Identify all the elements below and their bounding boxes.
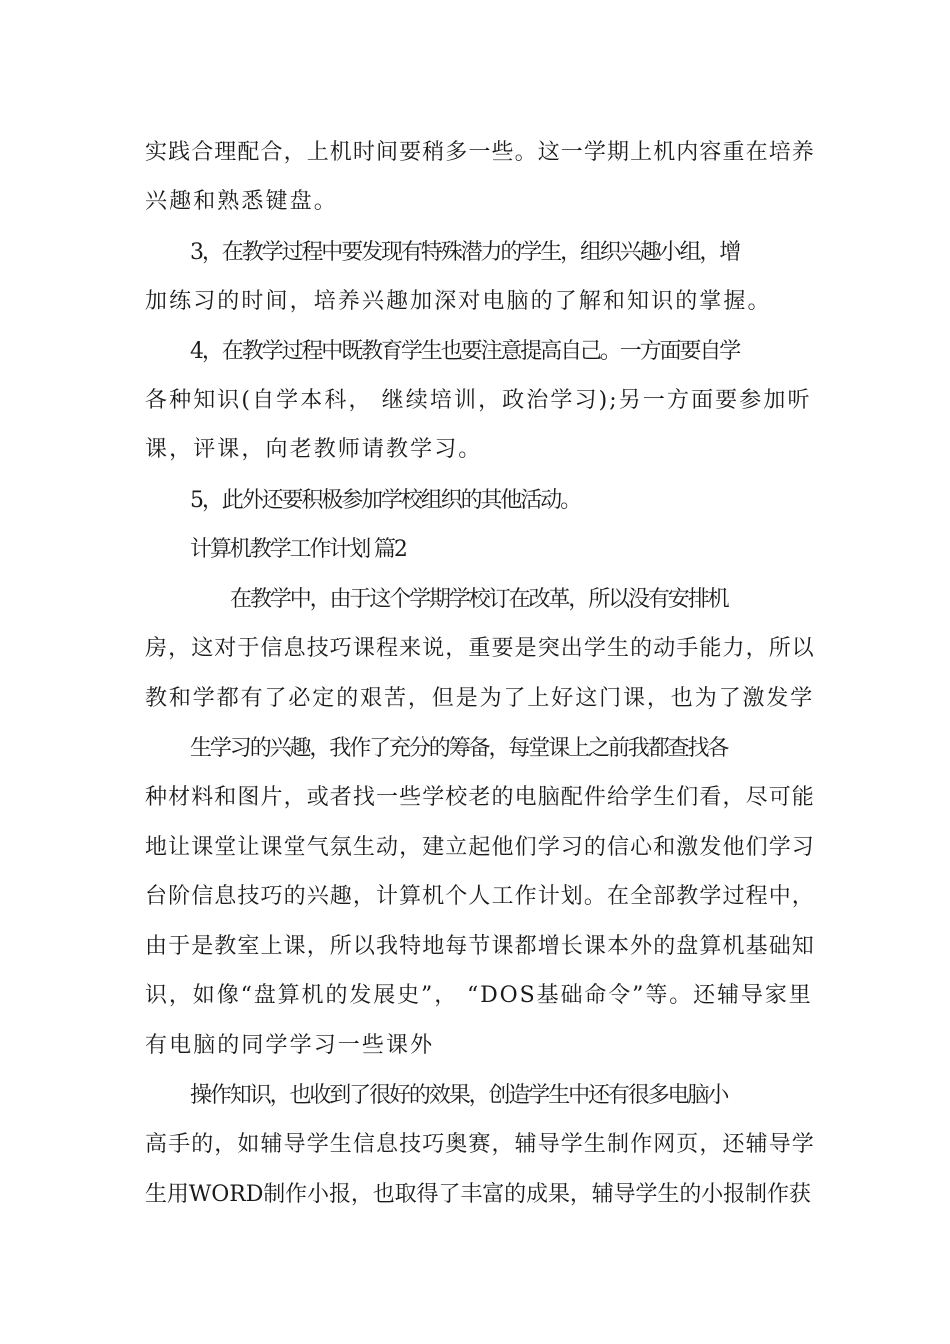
text-line: 兴趣和熟悉键盘。 xyxy=(145,189,338,214)
text-line: 高手的，如辅导学生信息技巧奥赛，辅导学生制作网页，还辅导学 xyxy=(145,1132,815,1157)
text-line: 加练习的时间，培养兴趣加深对电脑的了解和知识的掌握。 xyxy=(145,289,772,314)
text-line: 生用WORD制作小报，也取得了丰富的成果，辅导学生的小报制作获 xyxy=(145,1182,811,1207)
text-line: 地让课堂让课堂气氛生动，建立起他们学习的信心和激发他们学习 xyxy=(145,835,815,860)
text-line: 由于是教室上课，所以我特地每节课都增长课本外的盘算机基础知 xyxy=(145,934,815,959)
text-line: 4，在教学过程中既教育学生也要注意提高自己。一方面要自学 xyxy=(190,339,740,364)
text-line: 实践合理配合，上机时间要稍多一些。这一学期上机内容重在培养 xyxy=(145,140,815,165)
text-line: 教和学都有了必定的艰苦，但是为了上好这门课，也为了激发学 xyxy=(145,686,815,711)
text-line: 台阶信息技巧的兴趣，计算机个人工作计划。在全部教学过程中， xyxy=(145,884,815,909)
section-heading: 计算机教学工作计划 篇2 xyxy=(190,537,406,562)
text-line: 在教学中，由于这个学期学校订在改革，所以没有安排机 xyxy=(230,587,728,612)
text-line: 3，在教学过程中要发现有特殊潜力的学生，组织兴趣小组，增 xyxy=(190,240,740,265)
text-line: 各种知识(自学本科， 继续培训，政治学习);另一方面要参加听 xyxy=(145,388,812,413)
text-line: 生学习的兴趣，我作了充分的筹备，每堂课上之前我都查找各 xyxy=(190,736,728,761)
text-line: 房，这对于信息技巧课程来说，重要是突出学生的动手能力，所以 xyxy=(145,636,815,661)
text-line: 识，如像“盘算机的发展史”， “DOS基础命令”等。还辅导家里 xyxy=(145,983,813,1008)
text-line: 5，此外还要积极参加学校组织的其他活动。 xyxy=(190,488,580,513)
text-line: 有电脑的同学学习一些课外 xyxy=(145,1033,435,1058)
text-line: 操作知识，也收到了很好的效果，创造学生中还有很多电脑小 xyxy=(190,1083,728,1108)
text-line: 课，评课，向老教师请教学习。 xyxy=(145,437,483,462)
text-line: 种材料和图片，或者找一些学校老的电脑配件给学生们看，尽可能 xyxy=(145,785,815,810)
